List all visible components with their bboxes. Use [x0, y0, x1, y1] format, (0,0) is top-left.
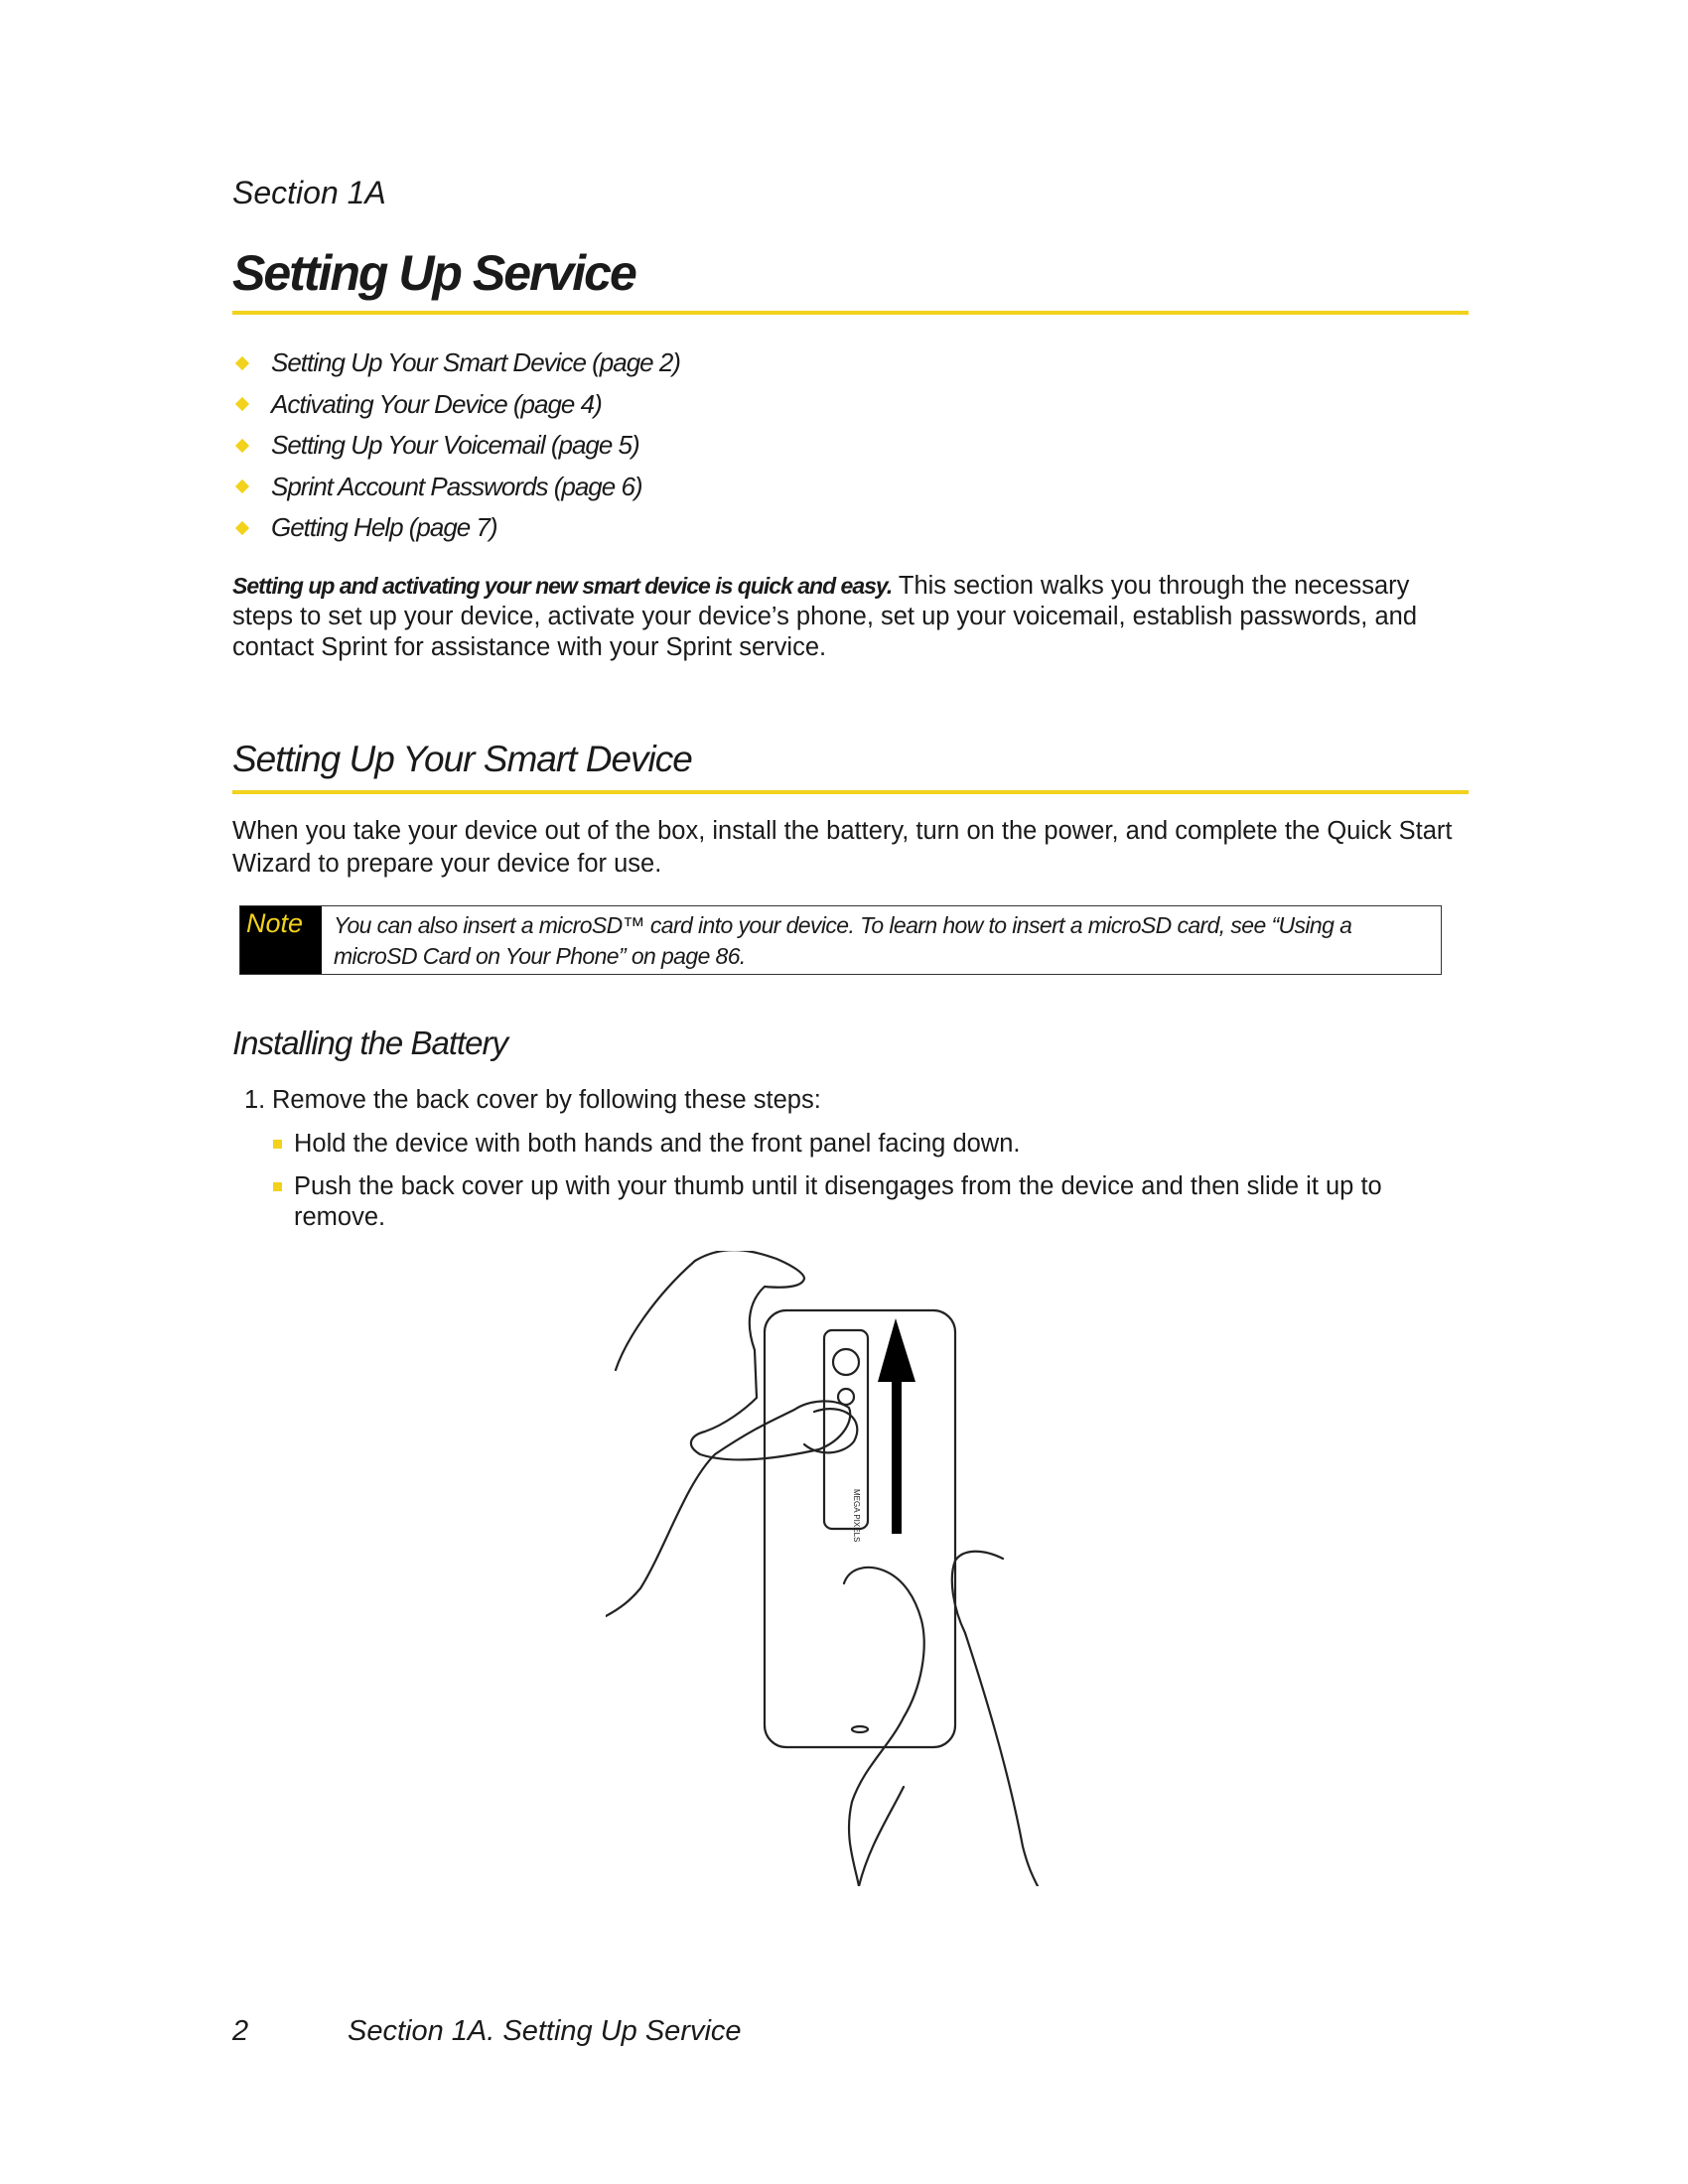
diamond-bullet-icon: [235, 439, 249, 453]
battery-heading: Installing the Battery: [232, 1024, 507, 1061]
title-divider: [232, 311, 1469, 315]
square-bullet-icon: [273, 1140, 282, 1149]
speaker-slot: [852, 1726, 868, 1732]
camera-label: MEGA PIXELS: [852, 1489, 861, 1543]
intro-lead: Setting up and activating your new smart device is quick and easy.: [232, 573, 893, 599]
upper-hand-outline: [606, 1251, 850, 1616]
lower-palm-outline: [859, 1787, 904, 1886]
smart-device-heading: Setting Up Your Smart Device: [232, 739, 692, 779]
flash-icon: [838, 1389, 854, 1405]
diamond-bullet-icon: [235, 397, 249, 411]
section-toc: [232, 342, 680, 549]
toc-item[interactable]: Setting Up Your Smart Device (page 2): [232, 342, 680, 384]
step-text: Remove the back cover by following these steps:: [272, 1086, 821, 1114]
up-arrow-icon: [878, 1318, 915, 1534]
square-bullet-icon: [273, 1182, 282, 1191]
sub-bullet-item: Push the back cover up with your thumb until it disengages from the device and then slide it up to remove.: [273, 1171, 1465, 1233]
upper-thumb-outline: [804, 1409, 857, 1452]
step-number: 1.: [244, 1086, 266, 1114]
section-label: Section 1A: [232, 175, 386, 210]
toc-item[interactable]: Getting Help (page 7): [232, 507, 680, 549]
diamond-bullet-icon: [235, 356, 249, 370]
page-number: 2: [232, 2015, 249, 2047]
diamond-bullet-icon: [235, 479, 249, 493]
camera-lens-icon: [833, 1349, 859, 1375]
note-label: Note: [240, 906, 322, 974]
sub-bullet-item: Hold the device with both hands and the front panel facing down.: [273, 1129, 1465, 1160]
toc-item[interactable]: Activating Your Device (page 4): [232, 384, 680, 426]
note-box: [239, 905, 1442, 975]
footer-title: Section 1A. Setting Up Service: [348, 2015, 742, 2047]
back-cover-removal-illustration: [606, 1251, 1102, 1886]
smart-device-paragraph: When you take your device out of the box, install the battery, turn on the power, and complete the Quick Start Wizard to prepare your device for use.: [232, 817, 1453, 878]
step-item: [244, 1086, 821, 1115]
toc-item[interactable]: Setting Up Your Voicemail (page 5): [232, 425, 680, 467]
lower-hand-outline: [952, 1552, 1038, 1886]
smart-device-divider: [232, 790, 1469, 794]
diamond-bullet-icon: [235, 521, 249, 535]
note-text: You can also insert a microSD™ card into your device. To learn how to insert a microSD card, see “Using a microSD Card on Your Phone” on page 86.: [334, 912, 1352, 969]
intro-body: This section walks you through the necessary steps to set up your device, activate your device’s phone, set up your voicemail, establish passwords, and contact Sprint for assistance with your Sprint service.: [232, 572, 1418, 661]
toc-item[interactable]: Sprint Account Passwords (page 6): [232, 467, 680, 508]
page-title: Setting Up Service: [232, 245, 635, 301]
intro-paragraph: [232, 571, 1469, 663]
